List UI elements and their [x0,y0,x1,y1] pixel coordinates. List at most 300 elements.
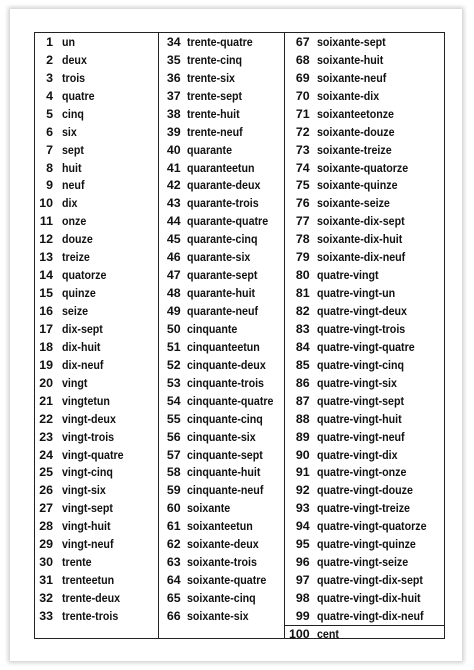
number-word: trenteetun [62,573,115,588]
table-row [285,571,444,589]
number-word: soixante-trois [186,555,257,570]
table-row [159,212,284,230]
table-row [285,625,444,643]
number-word: cinquante-trois [186,375,264,390]
table-row [159,481,284,499]
table-row [35,51,158,69]
table-row [285,212,444,230]
number-word: soixante-seize [316,196,390,211]
number-value: 58 [166,465,181,480]
number-word: quinze [62,286,96,301]
table-row [35,338,158,356]
number-word: quatre-vingt-dix-neuf [316,608,424,623]
table-row [159,302,284,320]
table-row [35,410,158,428]
number-value: 36 [166,70,181,85]
number-value: 39 [166,124,181,139]
number-word: soixante-treize [316,142,392,157]
number-word: quatre-vingt-quatre [316,339,415,354]
number-word: onze [62,214,87,229]
number-word: quatre-vingt-huit [316,411,402,426]
number-word: trente-six [186,70,235,85]
table-row [35,266,158,284]
number-value: 24 [39,447,53,462]
table-row [159,69,284,87]
number-word: quarante-trois [186,196,259,211]
number-word: neuf [62,178,85,193]
number-word: trente-trois [62,608,119,623]
table-row [285,302,444,320]
table-row [159,284,284,302]
number-word: quatre-vingt-treize [316,501,410,516]
number-value: 79 [295,250,310,265]
number-value: 94 [295,519,310,534]
table-row [35,230,158,248]
number-value: 65 [166,591,181,606]
table-row [285,553,444,571]
number-value: 81 [295,286,310,301]
table-row [285,159,444,177]
table-row [159,177,284,195]
number-word: trente [62,555,92,570]
number-value: 62 [166,537,181,552]
number-value: 72 [295,124,310,139]
number-value: 37 [166,88,181,103]
table-row [285,320,444,338]
table-row [285,69,444,87]
number-value: 15 [39,286,53,301]
table-row [35,159,158,177]
number-value: 32 [39,591,53,606]
number-word: quatorze [62,268,107,283]
number-word: soixante-dix-sept [316,214,405,229]
table-row [35,589,158,607]
number-word: vingt-neuf [62,537,114,552]
number-word: vingt-cinq [62,465,113,480]
number-value: 11 [39,214,53,229]
number-word: vingt [62,375,88,390]
number-word: soixante-neuf [316,70,386,85]
number-word: treize [62,250,90,265]
number-value: 97 [295,573,310,588]
number-value: 48 [166,286,181,301]
number-value: 44 [166,214,181,229]
table-row [285,230,444,248]
number-word: quatre-vingt-sept [316,393,404,408]
table-row [35,481,158,499]
table-row [159,194,284,212]
number-word: soixante-quatre [186,573,266,588]
number-value: 68 [295,52,310,67]
table-row [285,284,444,302]
number-value: 49 [166,304,181,319]
number-value: 59 [166,483,181,498]
table-row [159,446,284,464]
number-value: 43 [166,196,181,211]
number-value: 13 [39,250,53,265]
table-row [285,194,444,212]
table-row [35,392,158,410]
number-word: trente-quatre [186,34,253,49]
number-word: quarante-deux [186,178,261,193]
number-value: 50 [166,321,181,336]
number-value: 90 [295,447,310,462]
number-value: 28 [39,519,53,534]
number-word: un [62,34,76,49]
number-value: 83 [295,321,310,336]
table-row [35,194,158,212]
number-value: 61 [166,519,181,534]
number-value: 31 [39,573,53,588]
number-value: 92 [295,483,310,498]
table-row [285,338,444,356]
column-1 [35,33,159,638]
number-value: 51 [166,339,181,354]
table-row [35,141,158,159]
number-word: quatre-vingt-douze [316,483,413,498]
number-value: 42 [166,178,181,193]
number-word: trente-huit [186,106,240,121]
table-row [35,374,158,392]
number-value: 41 [166,160,181,175]
number-value: 23 [39,429,53,444]
table-row [35,177,158,195]
number-word: soixante-dix-huit [316,232,402,247]
number-value: 56 [166,429,181,444]
number-word: soixanteetonze [316,106,394,121]
number-word: douze [62,232,93,247]
table-row [285,464,444,482]
number-value: 66 [166,608,181,623]
number-word: seize [62,304,89,319]
number-word: cinquante-cinq [186,411,263,426]
table-row [35,33,158,51]
number-value: 25 [39,465,53,480]
number-value: 3 [46,70,53,85]
number-word: soixante-six [186,608,249,623]
number-word: cinquante-sept [186,447,263,462]
number-word: trente-neuf [186,124,243,139]
number-word: trente-sept [186,88,242,103]
number-value: 33 [39,608,53,623]
number-value: 2 [46,52,53,67]
number-word: quarante [186,142,232,157]
number-word: cinquanteetun [186,339,260,354]
number-word: trente-deux [62,591,121,606]
number-word: cinquante-quatre [186,393,274,408]
number-value: 71 [295,106,310,121]
table-row [35,571,158,589]
table-row [285,481,444,499]
table-row [285,607,444,625]
number-value: 85 [295,357,310,372]
table-row [159,248,284,266]
number-word: quarante-quatre [186,214,268,229]
number-value: 54 [166,393,181,408]
table-row [35,607,158,625]
number-word: quatre-vingt-quinze [316,537,416,552]
number-value: 69 [295,70,310,85]
number-value: 73 [295,142,310,157]
table-row [35,212,158,230]
table-row [285,428,444,446]
number-value: 53 [166,375,181,390]
numbers-table [34,32,445,639]
number-word: vingt-sept [62,501,113,516]
table-row [159,589,284,607]
table-row [285,123,444,141]
table-row [159,320,284,338]
table-row [159,87,284,105]
number-word: dix-neuf [62,357,104,372]
table-row [159,159,284,177]
number-value: 98 [295,591,310,606]
table-row [159,33,284,51]
number-word: quatre-vingt-six [316,375,397,390]
number-word: dix-huit [62,339,101,354]
table-row [159,230,284,248]
table-row [285,392,444,410]
table-row [35,464,158,482]
column-3 [285,33,444,641]
number-value: 27 [39,501,53,516]
number-value: 87 [295,393,310,408]
number-value: 17 [39,321,53,336]
number-value: 8 [46,160,53,175]
table-row [285,87,444,105]
number-value: 89 [295,429,310,444]
number-word: quatre-vingt-trois [316,321,405,336]
number-word: soixante-cinq [186,591,256,606]
number-value: 9 [46,178,53,193]
number-value: 26 [39,483,53,498]
number-word: quatre-vingt-un [316,286,395,301]
number-value: 57 [166,447,181,462]
table-row [285,589,444,607]
number-value: 93 [295,501,310,516]
number-value: 19 [39,357,53,372]
table-row [35,284,158,302]
number-word: quatre-vingt-neuf [316,429,405,444]
number-value: 82 [295,304,310,319]
number-word: vingt-six [62,483,106,498]
table-row [35,535,158,553]
number-word: quatre-vingt-seize [316,555,408,570]
number-value: 40 [166,142,181,157]
number-value: 80 [295,268,310,283]
number-value: 60 [166,501,181,516]
number-word: cinquante-six [186,429,256,444]
number-word: deux [62,52,87,67]
number-word: vingt-quatre [62,447,124,462]
table-row [285,446,444,464]
table-row [159,428,284,446]
table-row [285,141,444,159]
table-row [159,464,284,482]
table-row [285,374,444,392]
number-word: quatre-vingt-onze [316,465,407,480]
number-word: cinquante-neuf [186,483,264,498]
number-word: vingt-huit [62,519,111,534]
number-value: 47 [166,268,181,283]
number-word: quatre-vingt-dix-huit [316,591,421,606]
table-row [285,248,444,266]
number-value: 75 [295,178,310,193]
number-word: quatre-vingt-deux [316,304,407,319]
table-row [35,499,158,517]
number-word: soixante-huit [316,52,383,67]
number-value: 74 [295,160,310,175]
number-word: cinquante-huit [186,465,261,480]
table-row [35,123,158,141]
table-row [35,302,158,320]
number-value: 67 [295,34,310,49]
table-row [159,517,284,535]
table-row [285,535,444,553]
number-word: sept [62,142,84,157]
number-value: 14 [39,268,53,283]
table-row [35,553,158,571]
table-row [159,356,284,374]
number-word: quaranteetun [186,160,255,175]
number-word: quarante-cinq [186,232,258,247]
number-value: 76 [295,196,310,211]
number-value: 21 [39,393,53,408]
number-value: 29 [39,537,53,552]
table-row [159,607,284,625]
number-word: soixante-deux [186,537,259,552]
table-row [159,338,284,356]
table-row [159,105,284,123]
table-row [159,141,284,159]
number-word: dix [62,196,78,211]
number-word: soixante-quatorze [316,160,408,175]
number-word: six [62,124,77,139]
table-row [35,356,158,374]
number-value: 95 [295,537,310,552]
number-value: 64 [166,573,181,588]
table-row [159,266,284,284]
number-value: 22 [39,411,53,426]
number-word: soixanteetun [186,519,253,534]
number-value: 18 [39,339,53,354]
table-row [285,499,444,517]
number-value: 78 [295,232,310,247]
number-word: quatre-vingt-cinq [316,357,404,372]
number-word: cinquante-deux [186,357,266,372]
table-row [35,428,158,446]
table-row [35,69,158,87]
number-word: quatre-vingt-dix-sept [316,573,423,588]
number-word: trois [62,70,86,85]
number-word: quarante-sept [186,268,258,283]
number-word: cinq [62,106,84,121]
number-word: soixante-sept [316,34,386,49]
number-value: 55 [166,411,181,426]
table-row [285,51,444,69]
table-row [159,392,284,410]
number-word: quatre-vingt [316,268,379,283]
number-word: vingt-deux [62,411,116,426]
number-word: vingtetun [62,393,110,408]
number-word: quarante-neuf [186,304,258,319]
number-word: quatre-vingt-dix [316,447,398,462]
number-word: vingt-trois [62,429,115,444]
number-word: quatre [62,88,95,103]
number-value: 5 [46,106,53,121]
table-row [285,177,444,195]
number-value: 6 [46,124,53,139]
column-2 [159,33,285,638]
number-word: cinquante [186,321,237,336]
number-value: 91 [295,465,310,480]
number-value: 4 [46,88,53,103]
number-value: 20 [39,375,53,390]
table-row [35,320,158,338]
table-row [159,553,284,571]
number-value: 45 [166,232,181,247]
number-value: 46 [166,250,181,265]
number-value: 7 [46,142,53,157]
number-word: cent [316,626,339,641]
number-word: soixante [186,501,230,516]
number-value: 34 [166,34,181,49]
number-value: 84 [295,339,310,354]
table-row [285,517,444,535]
number-word: soixante-douze [316,124,395,139]
number-word: quarante-huit [186,286,255,301]
number-value: 88 [295,411,310,426]
number-word: huit [62,160,82,175]
number-value: 38 [166,106,181,121]
table-row [159,410,284,428]
number-value: 100 [288,626,310,641]
number-value: 35 [166,52,181,67]
number-word: quatre-vingt-quatorze [316,519,427,534]
number-word: quarante-six [186,250,251,265]
table-row [159,535,284,553]
number-value: 16 [39,304,53,319]
number-value: 1 [46,34,53,49]
number-value: 63 [166,555,181,570]
number-word: soixante-dix [316,88,379,103]
number-sheet [10,9,462,661]
number-value: 52 [166,357,181,372]
number-value: 77 [295,214,310,229]
number-value: 10 [39,196,53,211]
table-row [159,374,284,392]
number-value: 12 [39,232,53,247]
number-word: soixante-quinze [316,178,398,193]
number-value: 30 [39,555,53,570]
number-value: 96 [295,555,310,570]
number-word: dix-sept [62,321,103,336]
table-row [159,499,284,517]
table-row [285,33,444,51]
number-value: 86 [295,375,310,390]
table-row [285,266,444,284]
number-value: 99 [295,608,310,623]
table-row [35,87,158,105]
number-word: trente-cinq [186,52,242,67]
table-row [159,51,284,69]
table-row [285,410,444,428]
table-row [35,517,158,535]
table-row [159,571,284,589]
table-row [285,105,444,123]
number-value: 70 [295,88,310,103]
table-row [159,123,284,141]
